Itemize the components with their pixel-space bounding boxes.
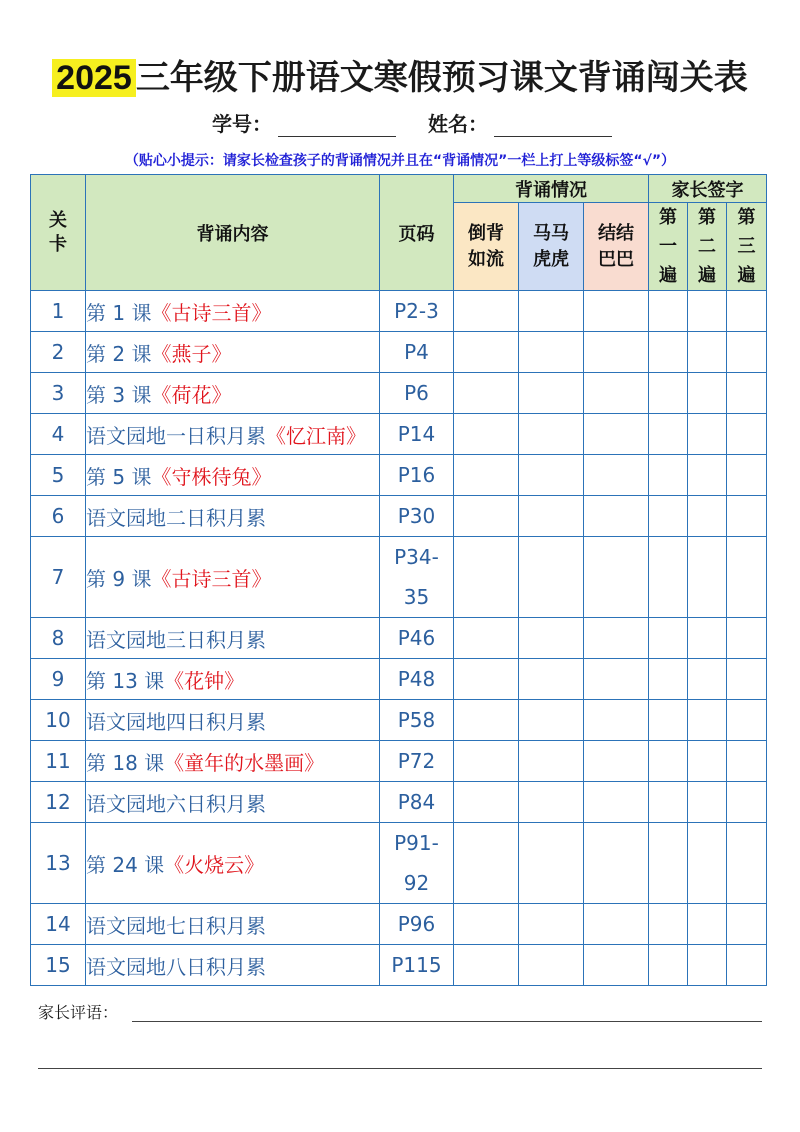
sign-third-cell[interactable] [727,332,767,373]
row-level-number: 4 [31,414,86,455]
row-content [86,332,380,373]
row-level-number: 3 [31,373,86,414]
sign-second-cell[interactable] [688,496,727,537]
lesson-label: 语文园地八日积月累 [86,954,266,979]
parent-comment-label: 家长评语： [38,1003,119,1022]
table-row [31,823,767,904]
header-sign-group: 家长签字 [649,175,767,203]
page-title [0,56,800,100]
recite-careless-cell[interactable] [519,496,584,537]
header-sign-first: 第 一 遍 [649,203,688,291]
table-row [31,455,767,496]
recitation-table [30,174,767,986]
header-recite-stumbling: 结结 巴巴 [584,203,649,291]
recite-fluent-cell[interactable] [454,455,519,496]
comment-line-2 [38,1068,762,1069]
row-content [86,496,380,537]
recite-careless-cell[interactable] [519,782,584,823]
header-recite-fluent: 倒背 如流 [454,203,519,291]
lesson-title: 《荷花》 [151,382,232,407]
row-content [86,904,380,945]
sign-third-cell[interactable] [727,945,767,986]
sign-first-cell[interactable] [649,332,688,373]
row-content [86,945,380,986]
sign-first-cell[interactable] [649,291,688,332]
sign-second-cell[interactable] [688,291,727,332]
recite-careless-cell[interactable] [519,414,584,455]
row-content [86,823,380,904]
sign-first-cell[interactable] [649,455,688,496]
lesson-title: 《火烧云》 [164,852,265,877]
sign-first-cell[interactable] [649,700,688,741]
lesson-label: 语文园地一日积月累 [86,423,266,448]
lesson-title: 《童年的水墨画》 [164,750,325,775]
recite-stumbling-cell[interactable] [584,291,649,332]
recite-stumbling-cell[interactable] [584,945,649,986]
student-id-label: 学号： [212,112,272,136]
sign-first-cell[interactable] [649,782,688,823]
sign-second-cell[interactable] [688,945,727,986]
row-page: P48 [380,659,454,700]
header-sign-second: 第 二 遍 [688,203,727,291]
row-page: P115 [380,945,454,986]
lesson-label: 第 5 课 [86,464,152,489]
sign-first-cell[interactable] [649,414,688,455]
row-level-number: 13 [31,823,86,904]
row-page: P72 [380,741,454,782]
table-row [31,373,767,414]
sign-second-cell[interactable] [688,373,727,414]
row-content [86,782,380,823]
table-row [31,782,767,823]
recite-careless-cell[interactable] [519,537,584,618]
recite-fluent-cell[interactable] [454,700,519,741]
lesson-label: 第 13 课 [86,668,165,693]
sign-third-cell[interactable] [727,455,767,496]
row-content [86,455,380,496]
row-content [86,618,380,659]
lesson-label: 第 1 课 [86,300,152,325]
recite-fluent-cell[interactable] [454,373,519,414]
recite-stumbling-cell[interactable] [584,455,649,496]
sign-first-cell[interactable] [649,741,688,782]
sign-first-cell[interactable] [649,659,688,700]
header-page: 页码 [380,175,454,291]
table-row [31,496,767,537]
recite-careless-cell[interactable] [519,741,584,782]
header-level: 关 卡 [31,175,86,291]
recite-stumbling-cell[interactable] [584,496,649,537]
row-page: P96 [380,904,454,945]
lesson-label: 第 24 课 [86,852,165,877]
recite-fluent-cell[interactable] [454,291,519,332]
row-level-number: 1 [31,291,86,332]
recite-fluent-cell[interactable] [454,904,519,945]
header-recite-careless: 马马 虎虎 [519,203,584,291]
row-content [86,700,380,741]
table-row [31,945,767,986]
recite-fluent-cell[interactable] [454,659,519,700]
lesson-label: 语文园地三日积月累 [86,627,266,652]
recite-careless-cell[interactable] [519,373,584,414]
table-row [31,537,767,618]
table-row [31,904,767,945]
header-sign-third: 第 三 遍 [727,203,767,291]
recite-stumbling-cell[interactable] [584,659,649,700]
recite-fluent-cell[interactable] [454,618,519,659]
recite-stumbling-cell[interactable] [584,618,649,659]
row-level-number: 6 [31,496,86,537]
lesson-title: 《守株待兔》 [151,464,272,489]
lesson-label: 第 3 课 [86,382,152,407]
sign-third-cell[interactable] [727,291,767,332]
table-row [31,659,767,700]
recite-fluent-cell[interactable] [454,537,519,618]
title-year: 2025 [52,59,136,97]
sign-second-cell[interactable] [688,537,727,618]
sign-third-cell[interactable] [727,782,767,823]
recite-careless-cell[interactable] [519,291,584,332]
student-id-field [212,108,396,137]
title-text: 三年级下册语文寒假预习课文背诵闯关表 [135,58,748,98]
row-level-number: 12 [31,782,86,823]
row-page: P84 [380,782,454,823]
sign-second-cell[interactable] [688,782,727,823]
row-page: P16 [380,455,454,496]
row-page: P2-3 [380,291,454,332]
row-content [86,373,380,414]
recite-fluent-cell[interactable] [454,414,519,455]
recite-stumbling-cell[interactable] [584,741,649,782]
lesson-title: 《花钟》 [164,668,245,693]
sign-third-cell[interactable] [727,496,767,537]
row-level-number: 2 [31,332,86,373]
row-level-number: 5 [31,455,86,496]
sign-first-cell[interactable] [649,373,688,414]
recite-fluent-cell[interactable] [454,332,519,373]
sign-first-cell[interactable] [649,904,688,945]
lesson-label: 第 9 课 [86,566,152,591]
recite-stumbling-cell[interactable] [584,782,649,823]
recite-fluent-cell[interactable] [454,741,519,782]
name-label: 姓名： [428,112,488,136]
sign-second-cell[interactable] [688,618,727,659]
lesson-label: 语文园地七日积月累 [86,913,266,938]
sign-third-cell[interactable] [727,373,767,414]
table-row [31,414,767,455]
sign-third-cell[interactable] [727,904,767,945]
recite-fluent-cell[interactable] [454,496,519,537]
row-page: P46 [380,618,454,659]
table-row [31,700,767,741]
sign-third-cell[interactable] [727,823,767,904]
recite-stumbling-cell[interactable] [584,700,649,741]
sign-second-cell[interactable] [688,414,727,455]
recite-stumbling-cell[interactable] [584,414,649,455]
row-page: P58 [380,700,454,741]
header-recite-group: 背诵情况 [454,175,649,203]
lesson-title: 《燕子》 [151,341,232,366]
recite-fluent-cell[interactable] [454,782,519,823]
recite-stumbling-cell[interactable] [584,537,649,618]
sign-second-cell[interactable] [688,659,727,700]
row-page: P30 [380,496,454,537]
sign-third-cell[interactable] [727,414,767,455]
sign-first-cell[interactable] [649,537,688,618]
tip-text: （贴心小提示：请家长检查孩子的背诵情况并且在“背诵情况”一栏上打上等级标签“√”） [124,153,676,169]
row-level-number: 15 [31,945,86,986]
recite-careless-cell[interactable] [519,945,584,986]
recite-careless-cell[interactable] [519,904,584,945]
sign-second-cell[interactable] [688,700,727,741]
recite-careless-cell[interactable] [519,455,584,496]
header-content: 背诵内容 [86,175,380,291]
table-body [31,291,767,986]
row-level-number: 11 [31,741,86,782]
table-row [31,741,767,782]
sign-second-cell[interactable] [688,823,727,904]
row-content [86,414,380,455]
lesson-label: 语文园地四日积月累 [86,709,266,734]
name-blank [494,114,612,137]
sign-second-cell[interactable] [688,455,727,496]
sign-first-cell[interactable] [649,945,688,986]
recite-stumbling-cell[interactable] [584,373,649,414]
sign-first-cell[interactable] [649,823,688,904]
row-page: P91- 92 [380,823,454,904]
row-page: P6 [380,373,454,414]
row-level-number: 7 [31,537,86,618]
student-id-blank [278,114,396,137]
recite-fluent-cell[interactable] [454,945,519,986]
lesson-label: 语文园地二日积月累 [86,505,266,530]
recite-stumbling-cell[interactable] [584,904,649,945]
sign-third-cell[interactable] [727,700,767,741]
recite-careless-cell[interactable] [519,332,584,373]
row-level-number: 14 [31,904,86,945]
recite-stumbling-cell[interactable] [584,332,649,373]
recite-fluent-cell[interactable] [454,823,519,904]
row-level-number: 10 [31,700,86,741]
table-row [31,291,767,332]
recite-careless-cell[interactable] [519,659,584,700]
row-content [86,659,380,700]
comment-line-1 [132,1021,762,1022]
row-content [86,537,380,618]
recite-careless-cell[interactable] [519,823,584,904]
recite-stumbling-cell[interactable] [584,823,649,904]
lesson-title: 《古诗三首》 [151,300,272,325]
sign-first-cell[interactable] [649,618,688,659]
row-content [86,291,380,332]
sign-third-cell[interactable] [727,537,767,618]
row-page: P14 [380,414,454,455]
lesson-label: 语文园地六日积月累 [86,791,266,816]
sign-third-cell[interactable] [727,659,767,700]
table-row [31,618,767,659]
sign-third-cell[interactable] [727,741,767,782]
row-level-number: 9 [31,659,86,700]
table-row [31,332,767,373]
row-page: P4 [380,332,454,373]
lesson-label: 第 18 课 [86,750,165,775]
recite-careless-cell[interactable] [519,700,584,741]
sign-third-cell[interactable] [727,618,767,659]
row-level-number: 8 [31,618,86,659]
sign-second-cell[interactable] [688,904,727,945]
sign-first-cell[interactable] [649,496,688,537]
sign-second-cell[interactable] [688,332,727,373]
sign-second-cell[interactable] [688,741,727,782]
recite-careless-cell[interactable] [519,618,584,659]
row-content [86,741,380,782]
row-page: P34- 35 [380,537,454,618]
name-field [428,108,612,137]
lesson-title: 《忆江南》 [266,423,366,448]
lesson-title: 《古诗三首》 [151,566,272,591]
lesson-label: 第 2 课 [86,341,152,366]
